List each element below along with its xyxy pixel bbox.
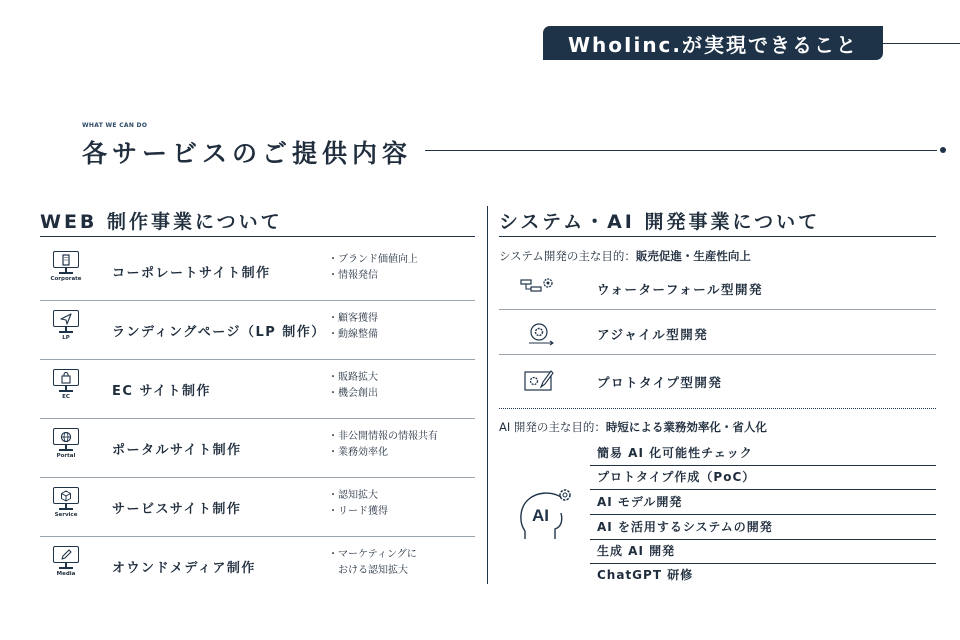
service-name: ポータルサイト制作	[112, 443, 242, 458]
system-purpose: システム開発の主な目的：販売促進・生産性向上	[499, 249, 751, 263]
icon-caption: Corporate	[50, 275, 82, 282]
shopping-bag-icon	[60, 372, 72, 384]
row-divider	[499, 354, 936, 355]
dev-method-name: アジャイル型開発	[597, 327, 709, 342]
ai-purpose: AI 開発の主な目的：時短による業務効率化・省人化	[499, 420, 767, 434]
icon-caption: Portal	[56, 452, 76, 459]
banner-title: WhoIinc.が実現できること	[543, 26, 883, 60]
building-icon	[60, 254, 72, 266]
icon-caption: EC	[62, 393, 70, 400]
web-icon	[52, 546, 80, 577]
paper-plane-icon	[60, 313, 72, 325]
service-name: ランディングページ（LP 制作）	[112, 325, 326, 340]
ai-service-item: プロトタイプ作成（PoC）	[597, 470, 756, 484]
section-eyebrow: WHAT WE CAN DO	[82, 122, 148, 129]
agile-cycle-icon	[519, 320, 559, 346]
service-name: サービスサイト制作	[112, 502, 242, 517]
ai-divider	[590, 489, 936, 490]
ai-service-item: AI モデル開発	[597, 495, 683, 509]
ai-service-item: 生成 AI 開発	[597, 544, 676, 558]
globe-icon	[60, 431, 72, 443]
ai-divider	[590, 514, 936, 515]
web-icon	[52, 369, 80, 400]
service-name: オウンドメディア制作	[112, 561, 256, 576]
dev-method-row	[499, 358, 936, 404]
cube-icon	[60, 490, 72, 502]
web-service-row	[40, 301, 475, 359]
prototype-icon	[519, 368, 559, 394]
web-service-row	[40, 419, 475, 477]
service-benefits: ・顧客獲得 ・動線整備	[328, 313, 378, 340]
banner-line	[883, 43, 960, 44]
dev-method-name: ウォーターフォール型開発	[597, 282, 764, 297]
web-service-row	[40, 360, 475, 418]
icon-caption: LP	[62, 334, 70, 341]
ai-head-icon	[515, 483, 585, 543]
waterfall-icon	[519, 275, 559, 301]
ai-service-item: AI を活用するシステムの開発	[597, 520, 773, 534]
service-name: コーポレートサイト制作	[112, 266, 271, 281]
icon-caption: Media	[56, 570, 76, 577]
heading-dot	[940, 147, 946, 153]
dotted-divider	[499, 408, 936, 409]
web-icon	[52, 310, 80, 341]
web-section-title: WEB 制作事業について	[40, 211, 283, 233]
web-icon	[52, 487, 80, 518]
ai-service-item: 簡易 AI 化可能性チェック	[597, 446, 753, 460]
web-service-row	[40, 242, 475, 300]
web-icon	[52, 251, 80, 282]
pen-icon	[60, 549, 72, 561]
service-benefits: ・販路拡大 ・機会創出	[328, 372, 378, 399]
web-service-row	[40, 478, 475, 536]
system-title-rule	[499, 236, 936, 237]
section-title: 各サービスのご提供内容	[82, 139, 413, 168]
service-benefits: ・非公開情報の情報共有 ・業務効率化	[328, 431, 438, 458]
heading-rule	[425, 150, 937, 151]
ai-service-item: ChatGPT 研修	[597, 568, 694, 582]
system-section-title: システム・AI 開発事業について	[499, 211, 821, 233]
dev-method-row	[499, 310, 936, 356]
service-benefits: ・認知拡大 ・リード獲得	[328, 490, 388, 517]
service-name: EC サイト制作	[112, 384, 212, 399]
service-benefits: ・マーケティングに おける認知拡大	[328, 549, 417, 576]
web-icon	[52, 428, 80, 459]
web-service-row	[40, 537, 475, 595]
column-divider	[487, 206, 488, 584]
web-title-rule	[40, 236, 475, 237]
icon-caption: Service	[54, 511, 78, 518]
dev-method-name: プロトタイプ型開発	[597, 375, 723, 390]
service-benefits: ・ブランド価値向上 ・情報発信	[328, 254, 418, 281]
ai-icon-text: AI	[532, 506, 549, 525]
dev-method-row	[499, 265, 936, 311]
